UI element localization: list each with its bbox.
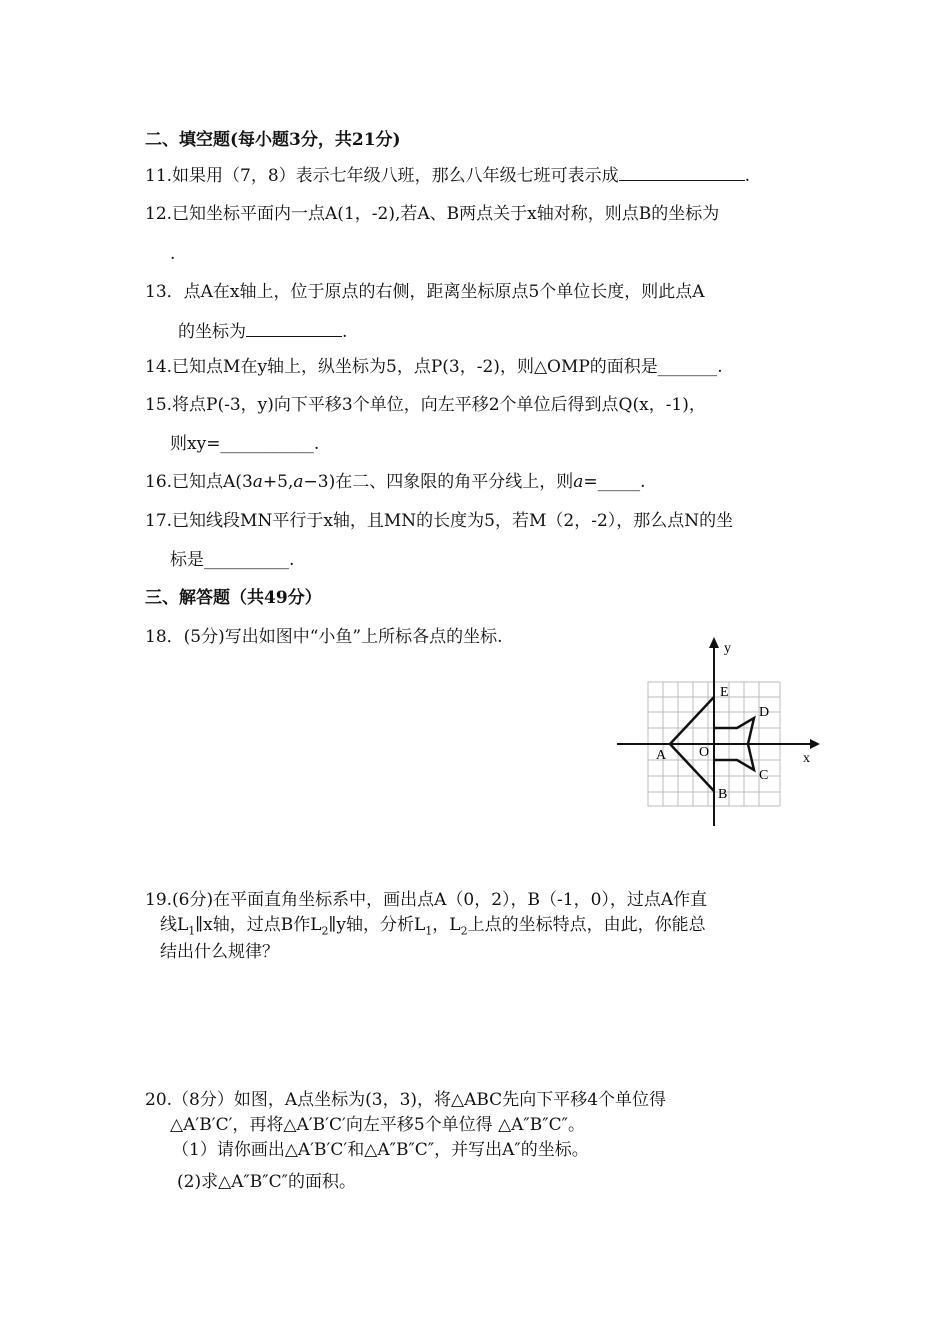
q19-text-e: 上点的坐标特点，由此，你能总 (467, 915, 706, 935)
q16-var-a3: a (573, 472, 584, 492)
q16-var-a2: a (293, 472, 304, 492)
q19-text-a: 线L (160, 915, 189, 935)
q13-end: . (342, 322, 348, 342)
section3-title: 三、解答题（共49分） (145, 588, 322, 608)
x-axis-arrow (810, 739, 820, 749)
question-15-line1: 15.将点P(-3，y)向下平移3个单位，向左平移2个单位后得到点Q(x，-1)， (145, 395, 706, 415)
q19-text-c: ∥y轴，分析L (328, 915, 426, 935)
q16-post: =_____. (583, 472, 646, 492)
q11-end: . (744, 166, 751, 186)
q16-pre: 16.已知点A(3 (145, 472, 253, 492)
question-19-line2 (160, 913, 706, 943)
question-20-line2: △A′B′C′，再将△A′B′C′向左平移5个单位得 △A″B″C″。 (170, 1115, 585, 1135)
question-20-part1: （1）请你画出△A′B′C′和△A″B″C″，并写出A″的坐标。 (172, 1140, 589, 1160)
q13-answer-blank[interactable] (246, 318, 342, 337)
question-12-line1: 12.已知坐标平面内一点A(1，-2),若A、B两点关于x轴对称，则点B的坐标为 (145, 204, 720, 224)
question-11 (145, 162, 750, 188)
question-15-line2: 则xy=___________. (170, 434, 320, 454)
q16-mid2: −3)在二、四象限的角平分线上，则 (303, 472, 574, 492)
q16-mid1: +5, (262, 472, 294, 492)
question-17-line2: 标是__________. (170, 550, 295, 570)
question-19-line3: 结出什么规律？ (160, 942, 279, 962)
question-18: 18．(5分)写出如图中“小鱼”上所标各点的坐标. (145, 627, 503, 647)
label-A: A (656, 748, 667, 763)
question-19-line1: 19.(6分)在平面直角坐标系中，画出点A（0，2），B（-1，0），过点A作直 (145, 890, 708, 910)
q19-sub-2: 2 (321, 924, 329, 938)
question-12-line2: . (170, 244, 176, 264)
label-D: D (759, 705, 770, 720)
question-14: 14.已知点M在y轴上，纵坐标为5，点P(3，-2)，则△OMP的面积是_______. (145, 357, 723, 377)
q19-text-b: ∥x轴，过点B作L (195, 915, 322, 935)
question-13-line1: 13．点A在x轴上，位于原点的右侧，距离坐标原点5个单位长度，则此点A (145, 282, 705, 302)
section2-title: 二、填空题(每小题3分，共21分) (145, 130, 401, 150)
q16-var-a1: a (252, 472, 263, 492)
label-C: C (759, 768, 769, 783)
label-O: O (699, 745, 710, 760)
label-x: x (803, 751, 810, 766)
question-20-line1: 20.（8分）如图，A点坐标为(3，3)，将△ABC先向下平移4个单位得 (145, 1090, 667, 1110)
question-20-part2: (2)求△A″B″C″的面积。 (177, 1172, 356, 1192)
question-13-line2 (178, 318, 347, 344)
q19-sub-3: 1 (425, 924, 433, 938)
label-B: B (718, 787, 728, 802)
label-E: E (720, 685, 729, 700)
fish-coordinate-figure (612, 632, 832, 832)
q11-text: 11.如果用（7，8）表示七年级八班，那么八年级七班可表示成 (145, 166, 619, 186)
y-axis-arrow (709, 637, 719, 648)
q11-answer-blank[interactable] (619, 162, 745, 181)
question-17-line1: 17.已知线段MN平行于x轴，且MN的长度为5，若M（2，-2），那么点N的坐 (145, 511, 734, 531)
q19-sub-4: 2 (460, 924, 468, 938)
q19-text-d: ，L (432, 915, 461, 935)
q19-sub-1: 1 (188, 924, 196, 938)
question-16 (145, 470, 646, 494)
label-y: y (724, 641, 731, 656)
q13-text: 的坐标为 (178, 322, 246, 342)
